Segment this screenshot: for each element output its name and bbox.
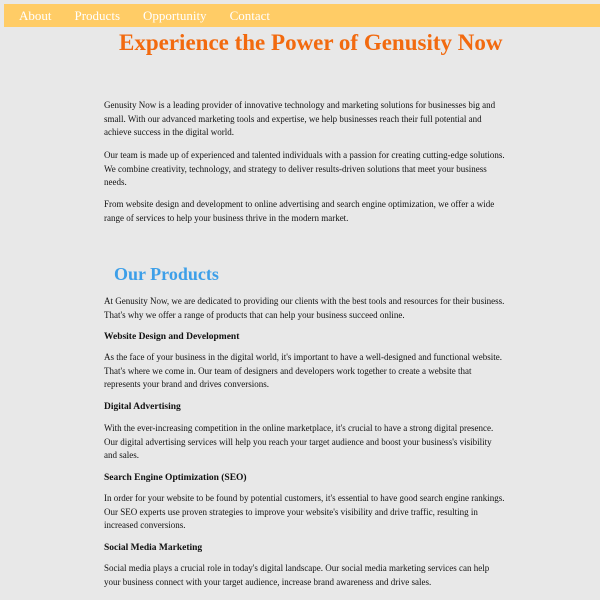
product-heading-social-media: Social Media Marketing (104, 543, 203, 553)
nav-link-about[interactable]: About (19, 8, 52, 23)
product-description-seo: In order for your website to be found by potential customers, it's essential to have good search engine rankings. Our SEO experts use proven strategies to improve your website's visibility and drive traffic, resulting in increased conversions. (104, 493, 505, 530)
intro-paragraph: Our team is made up of experienced and talented individuals with a passion for creating cutting-edge solutions. We combine creativity, technology, and strategy to deliver results-driven solutions that meet your business needs. (104, 150, 505, 187)
top-nav (4, 4, 600, 27)
nav-link-opportunity[interactable]: Opportunity (143, 8, 207, 23)
intro-paragraph: From website design and development to online advertising and search engine optimization, we offer a wide range of services to help your business thrive in the modern market. (104, 199, 495, 223)
product-description-social-media: Social media plays a crucial role in today's digital landscape. Our social media marketing services can help your business connect with your target audience, increase brand awareness and drive sales. (104, 563, 490, 587)
nav-link-contact[interactable]: Contact (229, 8, 270, 23)
nav-link-products[interactable]: Products (74, 8, 120, 23)
hero-title: Experience the Power of Genusity Now (119, 30, 503, 55)
product-heading-digital-advertising: Digital Advertising (104, 402, 181, 412)
product-heading-web-design: Website Design and Development (104, 332, 240, 342)
intro-paragraph: Genusity Now is a leading provider of innovative technology and marketing solutions for businesses big and small. With our advanced marketing tools and expertise, we help businesses reach their full potential and achieve success in the digital world. (104, 100, 496, 137)
product-heading-seo: Search Engine Optimization (SEO) (104, 473, 247, 483)
products-intro-paragraph: At Genusity Now, we are dedicated to providing our clients with the best tools and resources for their business. That's why we offer a range of products that can help your business succeed online. (104, 296, 505, 320)
product-description-digital-advertising: With the ever-increasing competition in the online marketplace, it's crucial to have a strong digital presence. Our digital advertising services will help you reach your target audience and boost your business's visibility and sales. (104, 423, 494, 460)
product-description-web-design: As the face of your business in the digital world, it's important to have a well-designed and functional website. That's where we come in. Our team of designers and developers work together to create a website that represents your brand and drives conversions. (104, 352, 503, 389)
products-section-title: Our Products (114, 264, 219, 284)
